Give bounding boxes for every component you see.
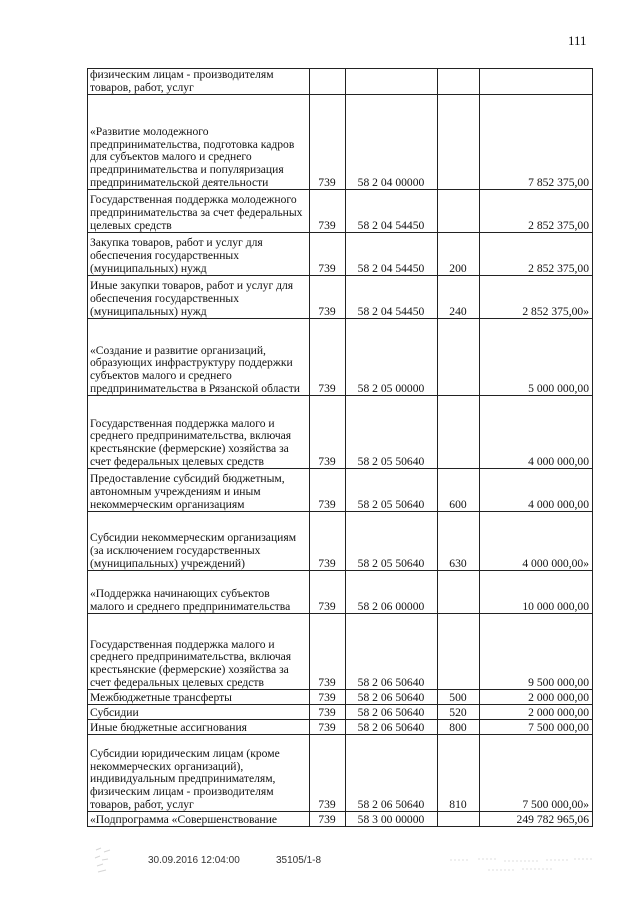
budget-table-body <box>88 69 593 827</box>
faint-stamp-icon <box>448 854 598 876</box>
row-name: Субсидии некоммерческим организациям (за исключением государственных (муниципальных) учреждений) <box>88 512 310 571</box>
row-sum: 2 852 375,00» <box>480 276 593 319</box>
row-vr: 810 <box>438 735 480 812</box>
row-name: Государственная поддержка малого и среднего предпринимательства, включая крестьянские (фермерские) хозяйства за счет федеральных целевых средств <box>88 396 310 469</box>
row-csr: 58 2 06 50640 <box>346 690 438 705</box>
table-row <box>88 571 593 614</box>
row-vr <box>438 812 480 827</box>
row-vr: 600 <box>438 469 480 512</box>
row-csr: 58 2 05 00000 <box>346 319 438 396</box>
row-sum: 4 000 000,00 <box>480 396 593 469</box>
stamp-mark-icon <box>92 846 114 876</box>
row-csr: 58 2 06 50640 <box>346 720 438 735</box>
row-sum: 2 000 000,00 <box>480 705 593 720</box>
row-csr: 58 2 04 54450 <box>346 276 438 319</box>
row-csr: 58 2 04 54450 <box>346 233 438 276</box>
row-sum: 4 000 000,00» <box>480 512 593 571</box>
row-name: «Подпрограмма «Совершенствование <box>88 812 310 827</box>
row-csr: 58 2 05 50640 <box>346 469 438 512</box>
table-row <box>88 614 593 690</box>
row-csr <box>346 69 438 95</box>
row-vr <box>438 319 480 396</box>
row-sum: 249 782 965,06 <box>480 812 593 827</box>
row-sum: 7 500 000,00 <box>480 720 593 735</box>
footer-date: 30.09.2016 12:04:00 <box>148 855 240 866</box>
row-code: 739 <box>310 396 346 469</box>
table-row <box>88 720 593 735</box>
row-vr: 800 <box>438 720 480 735</box>
page-number: 111 <box>568 33 587 48</box>
row-code <box>310 69 346 95</box>
row-code: 739 <box>310 469 346 512</box>
row-name: Закупка товаров, работ и услуг для обеспечения государственных (муниципальных) нужд <box>88 233 310 276</box>
row-sum: 2 852 375,00 <box>480 233 593 276</box>
row-name: «Создание и развитие организаций, образующих инфраструктуру поддержки субъектов малого и среднего предпринимательства в Рязанской области <box>88 319 310 396</box>
row-sum: 7 852 375,00 <box>480 95 593 190</box>
row-sum: 4 000 000,00 <box>480 469 593 512</box>
row-sum: 2 852 375,00 <box>480 190 593 233</box>
table-row <box>88 95 593 190</box>
row-sum: 10 000 000,00 <box>480 571 593 614</box>
row-csr: 58 2 04 00000 <box>346 95 438 190</box>
row-vr <box>438 190 480 233</box>
row-code: 739 <box>310 705 346 720</box>
row-code: 739 <box>310 276 346 319</box>
row-code: 739 <box>310 95 346 190</box>
row-vr: 240 <box>438 276 480 319</box>
table-row <box>88 690 593 705</box>
row-name: «Развитие молодежного предпринимательства, подготовка кадров для субъектов малого и среднего предпринимательства и популяризация предпринимательской деятельности <box>88 95 310 190</box>
row-csr: 58 2 06 00000 <box>346 571 438 614</box>
row-vr <box>438 396 480 469</box>
table-row <box>88 233 593 276</box>
table-row <box>88 190 593 233</box>
row-name: Государственная поддержка молодежного предпринимательства за счет федеральных целевых средств <box>88 190 310 233</box>
row-csr: 58 2 05 50640 <box>346 512 438 571</box>
row-sum <box>480 69 593 95</box>
row-vr: 630 <box>438 512 480 571</box>
table-row <box>88 69 593 95</box>
row-sum: 2 000 000,00 <box>480 690 593 705</box>
row-csr: 58 2 06 50640 <box>346 705 438 720</box>
row-vr <box>438 614 480 690</box>
row-name: Межбюджетные трансферты <box>88 690 310 705</box>
table-row <box>88 396 593 469</box>
row-name: «Поддержка начинающих субъектов малого и среднего предпринимательства <box>88 571 310 614</box>
table-row <box>88 469 593 512</box>
row-vr <box>438 95 480 190</box>
row-name: физическим лицам - производителям товаров, работ, услуг <box>88 69 310 95</box>
row-code: 739 <box>310 190 346 233</box>
row-name: Иные бюджетные ассигнования <box>88 720 310 735</box>
row-name: Государственная поддержка малого и среднего предпринимательства, включая крестьянские (фермерские) хозяйства за счет федеральных целевых средств <box>88 614 310 690</box>
row-code: 739 <box>310 319 346 396</box>
row-csr: 58 2 04 54450 <box>346 190 438 233</box>
row-vr <box>438 571 480 614</box>
row-code: 739 <box>310 720 346 735</box>
row-vr: 520 <box>438 705 480 720</box>
table-row <box>88 276 593 319</box>
row-code: 739 <box>310 571 346 614</box>
row-csr: 58 3 00 00000 <box>346 812 438 827</box>
row-name: Субсидии юридическим лицам (кроме некоммерческих организаций), индивидуальным предпринимателям, физическим лицам - производителям товаров, работ, услуг <box>88 735 310 812</box>
row-code: 739 <box>310 735 346 812</box>
row-csr: 58 2 06 50640 <box>346 735 438 812</box>
table-row <box>88 735 593 812</box>
row-vr <box>438 69 480 95</box>
row-code: 739 <box>310 812 346 827</box>
row-code: 739 <box>310 690 346 705</box>
table-row <box>88 512 593 571</box>
budget-table <box>87 68 593 827</box>
row-vr: 500 <box>438 690 480 705</box>
row-sum: 5 000 000,00 <box>480 319 593 396</box>
table-row <box>88 812 593 827</box>
table-row <box>88 319 593 396</box>
row-code: 739 <box>310 512 346 571</box>
row-csr: 58 2 06 50640 <box>346 614 438 690</box>
row-name: Предоставление субсидий бюджетным, автономным учреждениям и иным некоммерческим организациям <box>88 469 310 512</box>
row-code: 739 <box>310 614 346 690</box>
footer-doc-code: 35105/1-8 <box>276 855 322 866</box>
table-row <box>88 705 593 720</box>
row-sum: 7 500 000,00» <box>480 735 593 812</box>
row-vr: 200 <box>438 233 480 276</box>
row-csr: 58 2 05 50640 <box>346 396 438 469</box>
row-code: 739 <box>310 233 346 276</box>
row-name: Субсидии <box>88 705 310 720</box>
row-sum: 9 500 000,00 <box>480 614 593 690</box>
row-name: Иные закупки товаров, работ и услуг для обеспечения государственных (муниципальных) нужд <box>88 276 310 319</box>
